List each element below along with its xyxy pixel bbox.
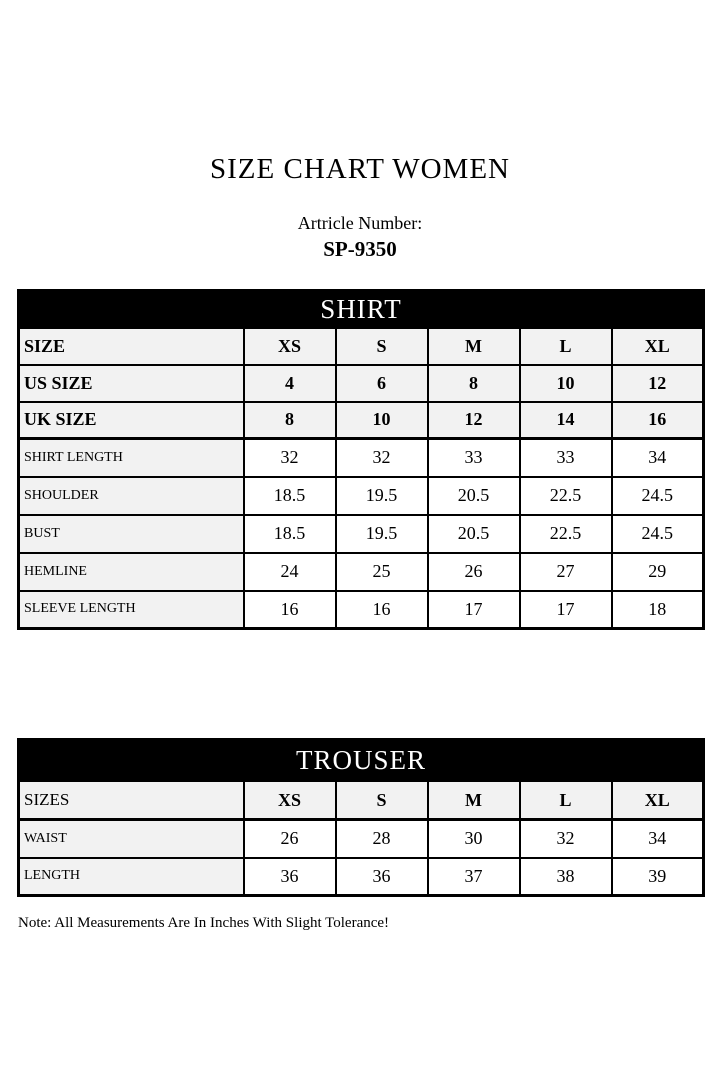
table-row <box>19 477 704 515</box>
measurement-cell: 34 <box>612 820 704 858</box>
measurement-cell: 18.5 <box>244 477 336 515</box>
measurement-cell: 39 <box>612 858 704 896</box>
row-label: SHOULDER <box>19 477 244 515</box>
measurement-cell: 26 <box>244 820 336 858</box>
row-label: HEMLINE <box>19 553 244 591</box>
size-cell: L <box>520 328 612 365</box>
row-label: UK SIZE <box>19 402 244 439</box>
size-cell: 4 <box>244 365 336 402</box>
measurement-cell: 27 <box>520 553 612 591</box>
table-row <box>19 858 704 896</box>
measurement-cell: 32 <box>336 439 428 477</box>
table-row <box>19 781 704 820</box>
size-cell: 16 <box>612 402 704 439</box>
size-cell: M <box>428 781 520 820</box>
measurement-cell: 26 <box>428 553 520 591</box>
measurement-cell: 24 <box>244 553 336 591</box>
measurement-cell: 30 <box>428 820 520 858</box>
measurement-cell: 36 <box>336 858 428 896</box>
measurement-cell: 16 <box>244 591 336 629</box>
measurement-cell: 32 <box>520 820 612 858</box>
row-label: WAIST <box>19 820 244 858</box>
article-number-label: Artricle Number: <box>297 213 423 233</box>
measurement-cell: 22.5 <box>520 477 612 515</box>
measurement-cell: 18 <box>612 591 704 629</box>
page-title: SIZE CHART WOMEN <box>210 153 510 185</box>
size-cell: 14 <box>520 402 612 439</box>
size-cell: S <box>336 328 428 365</box>
size-cell: XS <box>244 781 336 820</box>
shirt-table-header-row <box>19 291 704 328</box>
measurement-cell: 17 <box>520 591 612 629</box>
measurement-cell: 18.5 <box>244 515 336 553</box>
measurement-cell: 19.5 <box>336 477 428 515</box>
table-row <box>19 402 704 439</box>
measurement-cell: 28 <box>336 820 428 858</box>
row-label: BUST <box>19 515 244 553</box>
row-label: US SIZE <box>19 365 244 402</box>
table-row <box>19 553 704 591</box>
size-cell: 6 <box>336 365 428 402</box>
shirt-size-table <box>17 289 705 630</box>
measurement-cell: 29 <box>612 553 704 591</box>
measurement-cell: 33 <box>428 439 520 477</box>
table-row <box>19 439 704 477</box>
measurement-cell: 20.5 <box>428 477 520 515</box>
row-label: SIZES <box>19 781 244 820</box>
size-cell: XL <box>612 328 704 365</box>
measurement-cell: 38 <box>520 858 612 896</box>
size-cell: 8 <box>428 365 520 402</box>
size-cell: 10 <box>520 365 612 402</box>
measurement-cell: 17 <box>428 591 520 629</box>
shirt-table-title: SHIRT <box>19 291 704 328</box>
measurement-cell: 22.5 <box>520 515 612 553</box>
size-cell: XS <box>244 328 336 365</box>
trouser-size-table <box>17 738 705 897</box>
size-cell: XL <box>612 781 704 820</box>
measurement-cell: 34 <box>612 439 704 477</box>
row-label: SHIRT LENGTH <box>19 439 244 477</box>
row-label: LENGTH <box>19 858 244 896</box>
trouser-table-header-row <box>19 740 704 781</box>
measurement-cell: 24.5 <box>612 477 704 515</box>
table-row <box>19 515 704 553</box>
measurement-cell: 16 <box>336 591 428 629</box>
table-row <box>19 591 704 629</box>
measurement-cell: 32 <box>244 439 336 477</box>
measurement-cell: 36 <box>244 858 336 896</box>
size-cell: S <box>336 781 428 820</box>
measurement-cell: 20.5 <box>428 515 520 553</box>
table-row <box>19 820 704 858</box>
size-cell: 8 <box>244 402 336 439</box>
size-cell: L <box>520 781 612 820</box>
measurement-cell: 19.5 <box>336 515 428 553</box>
measurement-cell: 25 <box>336 553 428 591</box>
tolerance-note: Note: All Measurements Are In Inches With Slight Tolerance! <box>18 915 390 931</box>
trouser-table-title: TROUSER <box>19 740 704 781</box>
size-cell: 10 <box>336 402 428 439</box>
table-row <box>19 328 704 365</box>
measurement-cell: 33 <box>520 439 612 477</box>
row-label: SLEEVE LENGTH <box>19 591 244 629</box>
size-cell: 12 <box>612 365 704 402</box>
article-number-value: SP-9350 <box>323 237 397 261</box>
row-label: SIZE <box>19 328 244 365</box>
table-row <box>19 365 704 402</box>
measurement-cell: 37 <box>428 858 520 896</box>
measurement-cell: 24.5 <box>612 515 704 553</box>
size-cell: 12 <box>428 402 520 439</box>
size-cell: M <box>428 328 520 365</box>
